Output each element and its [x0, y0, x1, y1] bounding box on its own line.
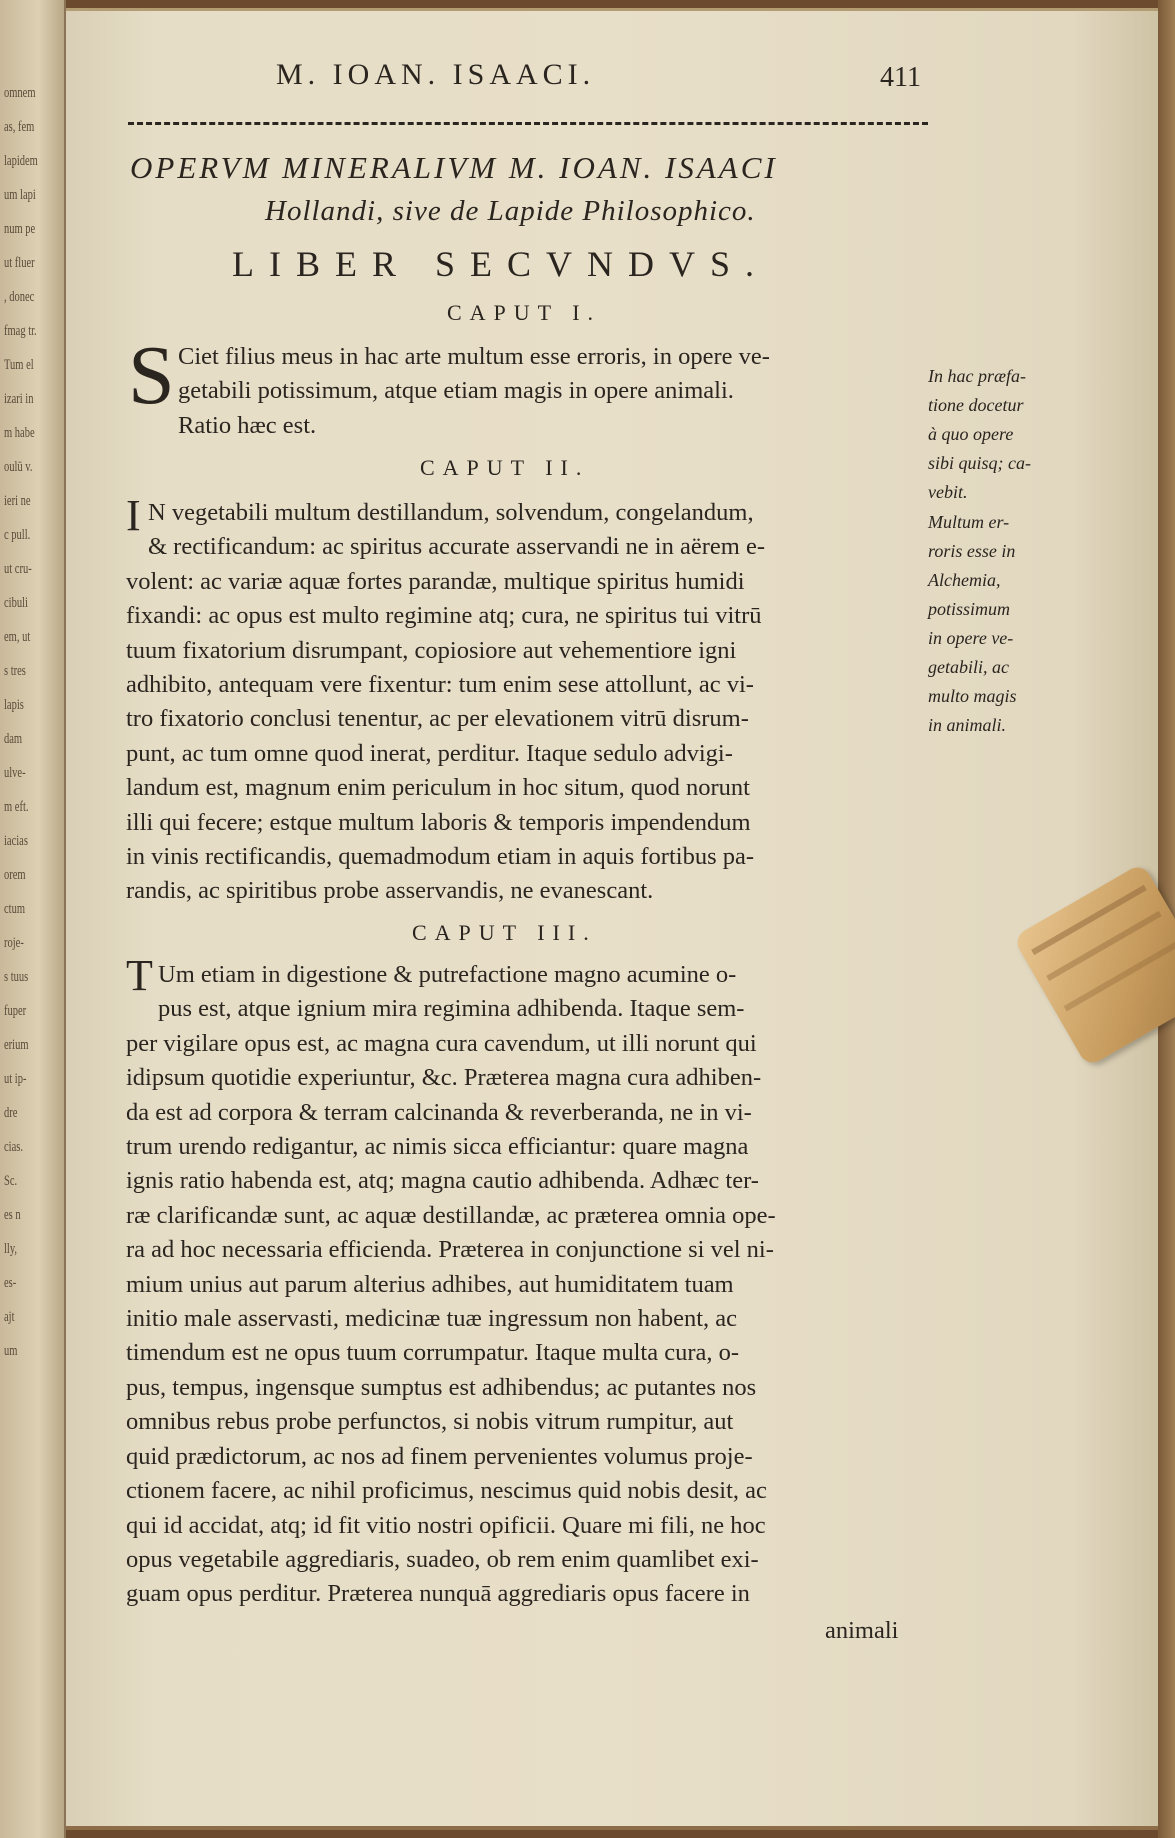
page-number: 411	[880, 62, 921, 93]
left-page-fragment: ctum	[4, 901, 25, 917]
left-page-fragment: um	[4, 1343, 18, 1359]
chapter-2-heading: CAPUT II.	[420, 455, 590, 480]
marginal-line: potissimum	[928, 599, 1011, 619]
text-line: initio male asservasti, medicinæ tuæ ingressum non habent, ac	[126, 1305, 738, 1333]
chapter-1-text	[178, 340, 928, 443]
left-page-fragment: lly,	[4, 1241, 18, 1257]
marginal-line: vebit.	[928, 482, 968, 502]
marginal-line: in animali.	[928, 715, 1007, 735]
left-page-fragment: oulū v.	[4, 459, 33, 475]
marginal-line: Multum er-	[928, 512, 1010, 532]
left-page-fragment: c pull.	[4, 527, 31, 543]
marginal-line: getabili, ac	[928, 657, 1009, 677]
left-page-fragment: s tuus	[4, 969, 29, 985]
text-line: idipsum quotidie experiuntur, &c. Præterea magna cura adhiben-	[126, 1064, 762, 1092]
marginal-line: roris esse in	[928, 541, 1016, 561]
chapter-3-dropcap: T	[126, 951, 153, 1000]
left-page-fragment: num pe	[4, 221, 36, 237]
text-line: mium unius aut parum alterius adhibes, aut humiditatem tuam	[126, 1270, 734, 1298]
text-line: randis, ac spiritibus probe asservandis, ne evanescant.	[126, 877, 654, 905]
text-line: qui id accidat, atq; id fit vitio nostri opificii. Quare mi fili, ne hoc	[126, 1511, 766, 1539]
text-line: omnibus rebus probe perfunctos, si nobis vitrum rumpitur, aut	[126, 1408, 734, 1436]
text-line: illi qui fecere; estque multum laboris & temporis impendendum	[126, 808, 751, 836]
left-page-fragment: ieri ne	[4, 493, 31, 509]
left-page-fragment: s tres	[4, 663, 26, 679]
chapter-2-dropcap: I	[126, 491, 141, 540]
book-heading: LIBER SECVNDVS.	[232, 244, 770, 284]
text-line: trum urendo redigantur, ac nimis sicca efficiantur: quare magna	[126, 1133, 749, 1161]
left-page-fragment: Tum el	[4, 357, 34, 373]
left-page-fragment: dre	[4, 1105, 18, 1121]
marginal-line: tione docetur	[928, 395, 1024, 415]
left-page-fragment: Sc.	[4, 1173, 18, 1189]
header-rule	[128, 122, 928, 125]
left-page-fragment: lapidem	[4, 153, 38, 169]
marginal-line: sibi quisq; ca-	[928, 453, 1031, 473]
marginal-note-1	[928, 362, 1088, 507]
marginal-line: à quo opere	[928, 424, 1014, 444]
left-page-fragment: izari in	[4, 391, 34, 407]
text-line: ræ clarificandæ sunt, ac aquæ destillandæ, ac præterea omnia ope-	[126, 1201, 776, 1229]
chapter-1-heading: CAPUT I.	[447, 300, 602, 325]
text-line: guam opus perditur. Præterea nunquā aggrediaris opus facere in	[126, 1580, 750, 1608]
text-line: da est ad corpora & terram calcinanda & reverberanda, ne in vi-	[126, 1098, 752, 1126]
left-page-fragment: ajt	[4, 1309, 15, 1325]
text-line: punt, ac tum omne quod inerat, perditur. Itaque sedulo advigi-	[126, 739, 733, 767]
text-line: tro fixatorio conclusi tenentur, ac per elevationem vitrū disrum-	[126, 705, 749, 733]
text-line: quid prædictorum, ac nos ad finem pervenientes volumus proje-	[126, 1442, 753, 1470]
text-line: opus vegetabile aggrediaris, suadeo, ob rem enim quamlibet exi-	[126, 1545, 759, 1573]
text-line: & rectificandum: ac spiritus accurate asservandi ne in aërem e-	[148, 533, 765, 561]
marginal-line: multo magis	[928, 686, 1017, 706]
left-page-fragment: es n	[4, 1207, 21, 1223]
text-line: ra ad hoc necessaria efficienda. Præterea in conjunctione si vel ni-	[126, 1236, 774, 1264]
text-line: Ratio hæc est.	[178, 411, 317, 439]
marginal-note-2	[928, 508, 1088, 740]
left-page-fragment: omnem	[4, 85, 36, 101]
text-line: pus est, atque ignium mira regimina adhibenda. Itaque sem-	[158, 995, 745, 1023]
left-page-fragment: ut cru-	[4, 561, 32, 577]
text-line: per vigilare opus est, ac magna cura cavendum, ut illi norunt qui	[126, 1029, 757, 1057]
work-title-line2: Hollandi, sive de Lapide Philosophico.	[265, 195, 756, 227]
text-line: volent: ac variæ aquæ fortes parandæ, multique spiritus humidi	[126, 567, 745, 595]
left-page-fragment: es-	[4, 1275, 17, 1291]
left-page-fragment: ulve-	[4, 765, 26, 781]
left-page-fragment: ut ip-	[4, 1071, 27, 1087]
marginal-line: in opere ve-	[928, 628, 1014, 648]
left-page-edge	[0, 0, 66, 1838]
chapter-1-dropcap: S	[128, 329, 175, 422]
text-line: landum est, magnum enim periculum in hoc situm, quod norunt	[126, 774, 750, 802]
text-line: getabili potissimum, atque etiam magis in opere animali.	[178, 377, 734, 405]
left-page-fragment: lapis	[4, 697, 24, 713]
text-line: in vinis rectificandis, quemadmodum etiam in aquis fortibus pa-	[126, 843, 755, 871]
chapter-3-heading: CAPUT III.	[412, 920, 597, 945]
left-page-fragment: dam	[4, 731, 23, 747]
left-page-fragment: cibuli	[4, 595, 28, 611]
left-page-fragment: ut fluer	[4, 255, 35, 271]
left-page-fragment: fuper	[4, 1003, 27, 1019]
running-head: M. IOAN. ISAACI.	[276, 58, 596, 91]
text-line: timendum est ne opus tuum corrumpatur. Itaque multa cura, o-	[126, 1339, 740, 1367]
marginal-line: In hac præfa-	[928, 366, 1026, 386]
left-page-fragment: em, ut	[4, 629, 31, 645]
left-page-fragment: m eft.	[4, 799, 29, 815]
text-line: tuum fixatorium disrumpant, copiosiore aut vehementiore igni	[126, 636, 737, 664]
work-title-line1: OPERVM MINERALIVM M. IOAN. ISAACI	[130, 150, 778, 185]
text-line: N vegetabili multum destillandum, solvendum, congelandum,	[148, 499, 754, 526]
chapter-3-text	[126, 958, 926, 1612]
left-page-fragment: orem	[4, 867, 26, 883]
text-line: ignis ratio habenda est, atq; magna cautio adhibenda. Adhæc ter-	[126, 1167, 759, 1195]
text-line: Ciet filius meus in hac arte multum esse erroris, in opere ve-	[178, 343, 770, 370]
left-page-fragment: cias.	[4, 1139, 23, 1155]
left-page-fragment: fmag tr.	[4, 323, 37, 339]
text-line: ctionem facere, ac nihil proficimus, nescimus quid nobis desit, ac	[126, 1477, 767, 1505]
left-page-fragment: erium	[4, 1037, 29, 1053]
left-page-fragment: m habe	[4, 425, 35, 441]
text-line: pus, tempus, ingensque sumptus est adhibendus; ac putantes nos	[126, 1373, 757, 1401]
left-page-fragment: um lapi	[4, 187, 36, 203]
text-line: adhibito, antequam vere fixentur: tum enim sese attollunt, ac vi-	[126, 671, 754, 699]
text-line: fixandi: ac opus est multo regimine atq; cura, ne spiritus tui vitrū	[126, 602, 762, 630]
left-page-fragment: iacias	[4, 833, 28, 849]
catchword: animali	[825, 1617, 899, 1644]
left-page-fragment: , donec	[4, 289, 35, 305]
text-line: Um etiam in digestione & putrefactione magno acumine o-	[158, 961, 737, 988]
chapter-2-text	[126, 496, 926, 909]
marginal-line: Alchemia,	[928, 570, 1001, 590]
left-page-fragment: roje-	[4, 935, 24, 951]
left-page-fragment: as, fem	[4, 119, 35, 135]
